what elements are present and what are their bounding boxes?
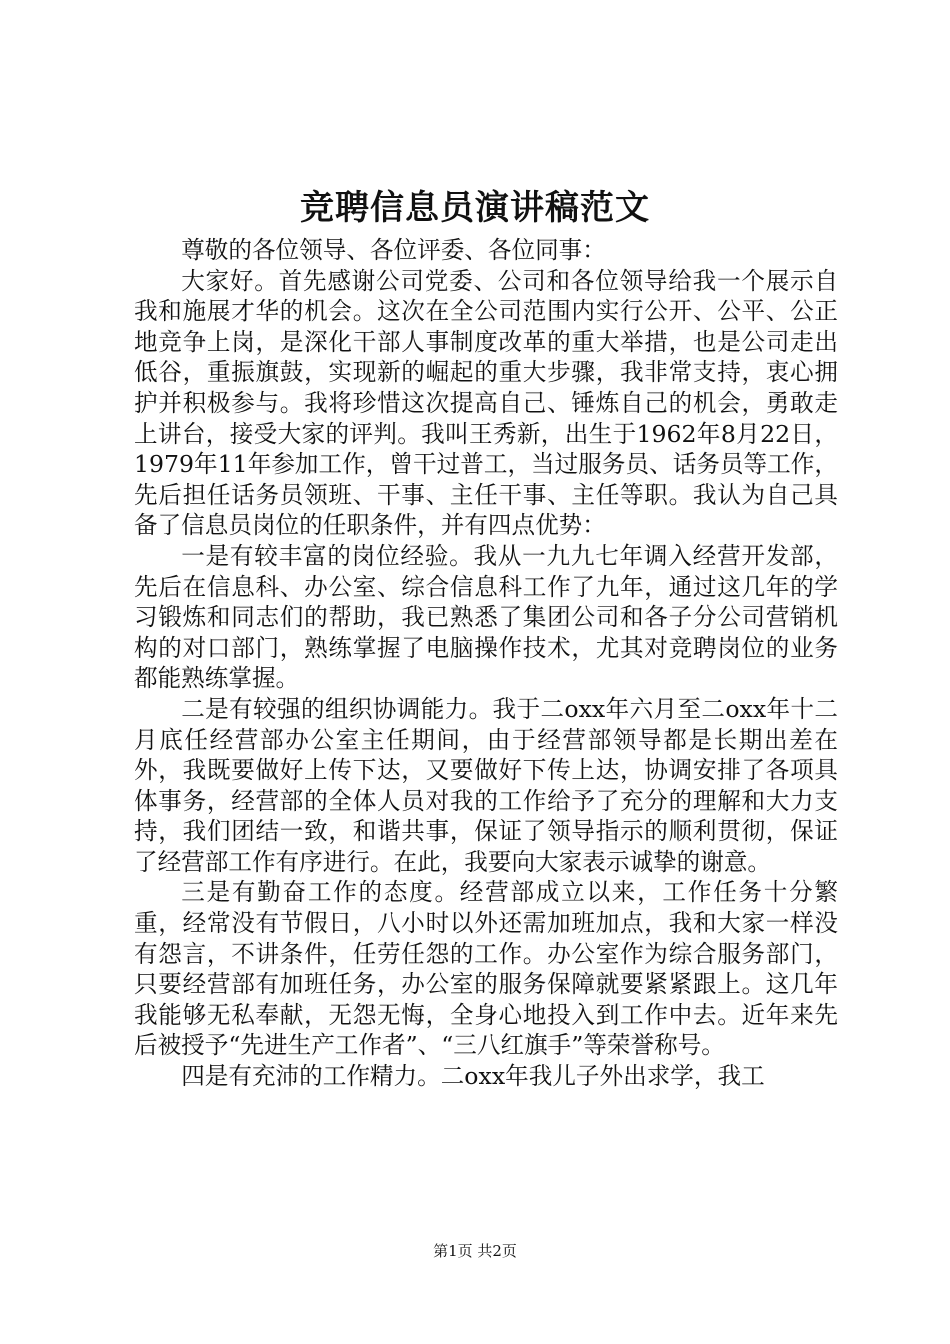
advantage-one-paragraph: 一是有较丰富的岗位经验。我从一九九七年调入经营开发部，先后在信息科、办公室、综合信息科工作了九年，通过这几年的学习锻炼和同志们的帮助，我已熟悉了集团公司和各子分公司营销机构的对口部门，熟练掌握了电脑操作技术，尤其对竞聘岗位的业务都能熟练掌握。 bbox=[134, 541, 838, 693]
advantage-three-paragraph: 三是有勤奋工作的态度。经营部成立以来，工作任务十分繁重，经常没有节假日，八小时以外还需加班加点，我和大家一样没有怨言，不讲条件，任劳任怨的工作。办公室作为综合服务部门，只要经营部有加班任务，办公室的服务保障就要紧紧跟上。这几年我能够无私奉献，无怨无悔，全身心地投入到工作中去。近年来先后被授予“先进生产工作者”、“三八红旗手”等荣誉称号。 bbox=[134, 878, 838, 1060]
intro-paragraph: 大家好。首先感谢公司党委、公司和各位领导给我一个展示自我和施展才华的机会。这次在全公司范围内实行公开、公平、公正地竞争上岗，是深化干部人事制度改革的重大举措，也是公司走出低谷，重振旗鼓，实现新的崛起的重大步骤，我非常支持，衷心拥护并积极参与。我将珍惜这次提高自己、锤炼自己的机会，勇敢走上讲台，接受大家的评判。我叫王秀新，出生于1962年8月22日，1979年11年参加工作，曾干过普工，当过服务员、话务员等工作，先后担任话务员领班、干事、主任干事、主任等职。我认为自己具备了信息员岗位的任职条件，并有四点优势： bbox=[134, 266, 838, 540]
document-body bbox=[134, 235, 838, 1092]
advantage-two-paragraph: 二是有较强的组织协调能力。我于二oxx年六月至二oxx年十二月底任经营部办公室主任期间，由于经营部领导都是长期出差在外，我既要做好上传下达，又要做好下传上达，协调安排了各项具体事务，经营部的全体人员对我的工作给予了充分的理解和大力支持，我们团结一致，和谐共事，保证了领导指示的顺利贯彻，保证了经营部工作有序进行。在此，我要向大家表示诚挚的谢意。 bbox=[134, 694, 838, 876]
salutation-paragraph: 尊敬的各位领导、各位评委、各位同事： bbox=[181, 236, 606, 264]
page-number-footer: 第1页 共2页 bbox=[433, 1242, 517, 1260]
document-title: 竞聘信息员演讲稿范文 bbox=[300, 188, 650, 228]
advantage-four-paragraph: 四是有充沛的工作精力。二oxx年我儿子外出求学，我工 bbox=[181, 1062, 765, 1091]
